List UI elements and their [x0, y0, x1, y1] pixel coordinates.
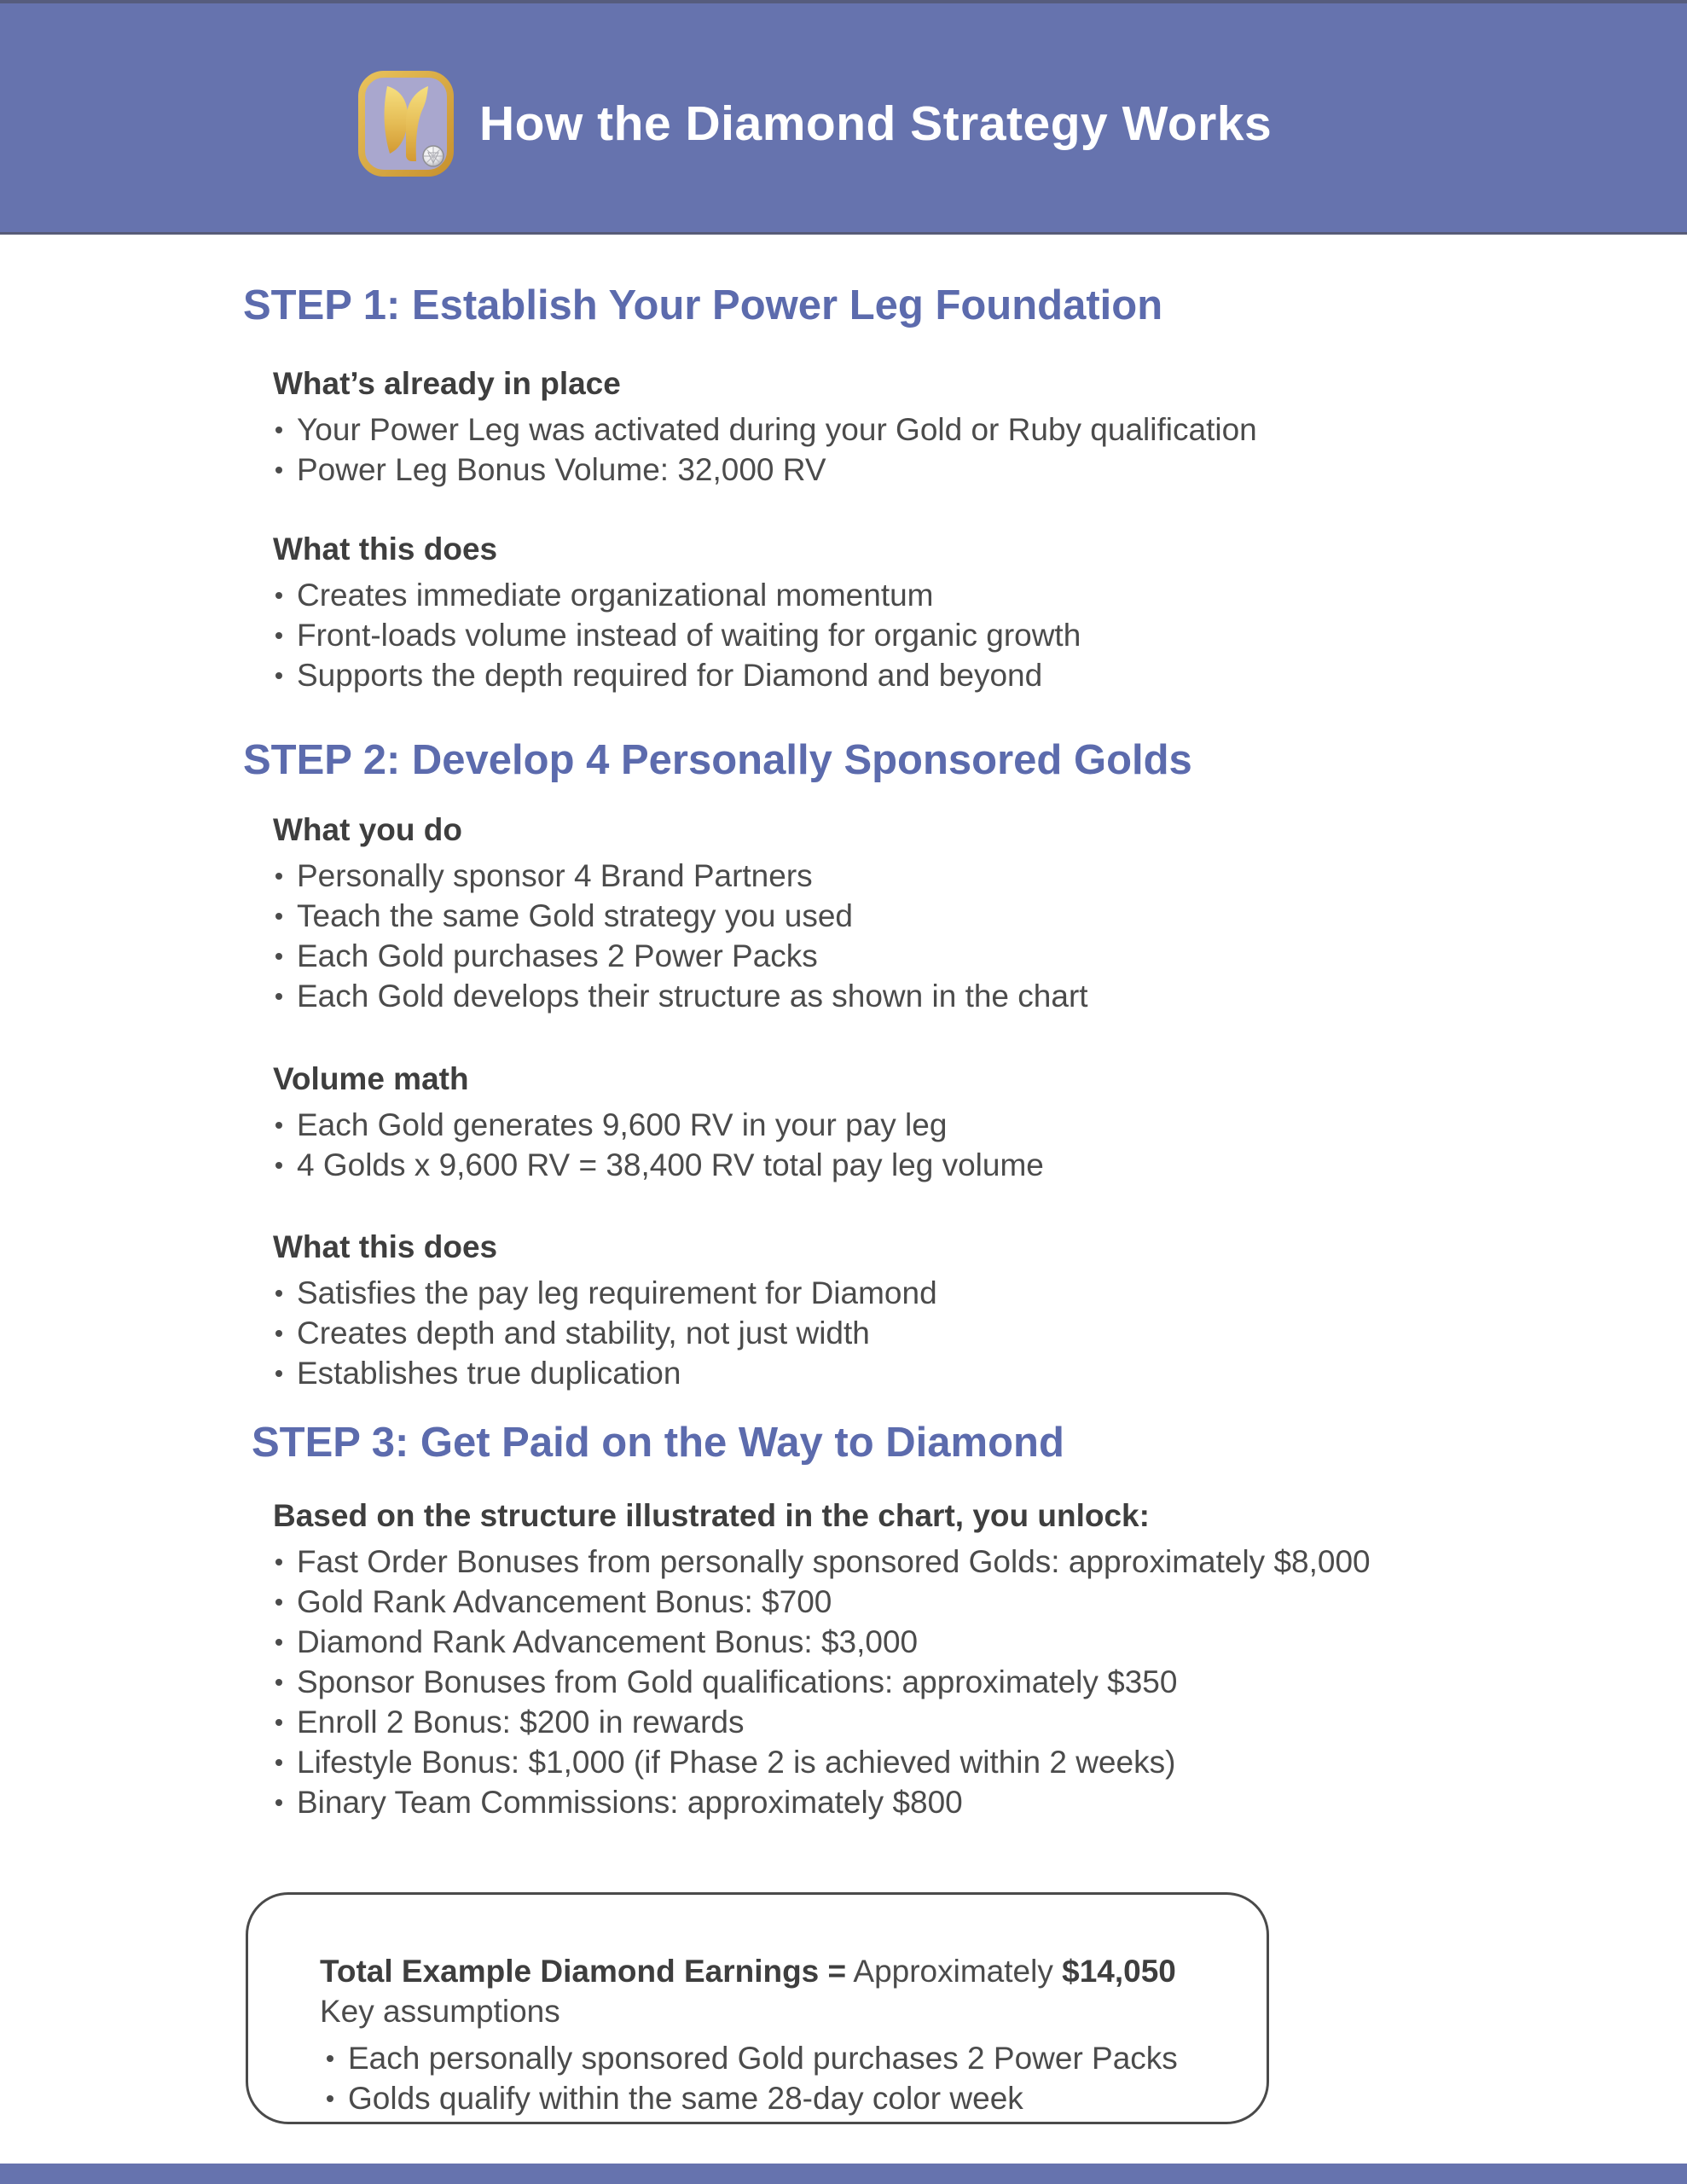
bullet-item: Your Power Leg was activated during your Gold or Ruby qualification [273, 410, 1551, 450]
bullet-item: Power Leg Bonus Volume: 32,000 RV [273, 450, 1551, 490]
total-earnings-amount: $14,050 [1062, 1954, 1176, 1989]
bullet-item: Binary Team Commissions: approximately $800 [273, 1782, 1551, 1822]
bullet-item: Golds qualify within the same 28-day color week [324, 2078, 1267, 2118]
header-banner [0, 0, 1687, 235]
bullet-item: Lifestyle Bonus: $1,000 (if Phase 2 is achieved within 2 weeks) [273, 1742, 1551, 1782]
step-1-section [243, 282, 1551, 695]
document-body [0, 282, 1687, 2124]
step-3-heading: STEP 3: Get Paid on the Way to Diamond [252, 1420, 1064, 1466]
subsection-heading: Volume math [273, 1061, 469, 1096]
bullet-list [273, 575, 1551, 695]
bullet-item: Satisfies the pay leg requirement for Diamond [273, 1273, 1551, 1313]
bullet-item: Personally sponsor 4 Brand Partners [273, 856, 1551, 896]
step-2-section [243, 736, 1551, 1393]
bullet-item: Supports the depth required for Diamond and beyond [273, 655, 1551, 695]
tulip-diamond-logo-icon [358, 71, 454, 177]
subsection-heading: What this does [273, 1229, 498, 1264]
bullet-item: Establishes true duplication [273, 1353, 1551, 1393]
page-title: How the Diamond Strategy Works [479, 96, 1272, 151]
bullet-item: Fast Order Bonuses from personally sponsored Golds: approximately $8,000 [273, 1542, 1551, 1582]
bullet-item: Enroll 2 Bonus: $200 in rewards [273, 1702, 1551, 1742]
bullet-item: Creates depth and stability, not just width [273, 1313, 1551, 1353]
bullet-item: Each personally sponsored Gold purchases 2 Power Packs [324, 2038, 1267, 2078]
bullet-list [324, 2038, 1267, 2118]
bullet-item: Each Gold purchases 2 Power Packs [273, 936, 1551, 976]
footer-bar [0, 2164, 1687, 2184]
subsection-heading: What this does [273, 531, 498, 566]
bullet-list [273, 856, 1551, 1016]
bullet-item: Sponsor Bonuses from Gold qualifications: approximately $350 [273, 1662, 1551, 1702]
step-2-heading: STEP 2: Develop 4 Personally Sponsored Golds [243, 737, 1192, 783]
bullet-item: Creates immediate organizational momentum [273, 575, 1551, 615]
bullet-list [273, 1542, 1551, 1822]
bullet-list [273, 1273, 1551, 1393]
bullet-item: Each Gold develops their structure as shown in the chart [273, 976, 1551, 1016]
subsection-heading: What’s already in place [273, 366, 621, 401]
bullet-item: Front-loads volume instead of waiting for organic growth [273, 615, 1551, 655]
bullet-item: Gold Rank Advancement Bonus: $700 [273, 1582, 1551, 1622]
total-earnings-line [320, 1951, 1267, 1991]
step-3-section [243, 1419, 1551, 1822]
assumptions-heading: Key assumptions [320, 1994, 560, 2029]
bullet-list [273, 410, 1551, 490]
bullet-item: 4 Golds x 9,600 RV = 38,400 RV total pay leg volume [273, 1145, 1551, 1185]
subsection-heading: Based on the structure illustrated in the chart, you unlock: [273, 1498, 1150, 1533]
bullet-item: Each Gold generates 9,600 RV in your pay leg [273, 1105, 1551, 1145]
total-earnings-mid: Approximately [853, 1954, 1053, 1989]
bullet-item: Diamond Rank Advancement Bonus: $3,000 [273, 1622, 1551, 1662]
subsection-heading: What you do [273, 812, 462, 847]
step-1-heading: STEP 1: Establish Your Power Leg Foundation [243, 282, 1163, 328]
bullet-list [273, 1105, 1551, 1185]
bullet-item: Teach the same Gold strategy you used [273, 896, 1551, 936]
summary-box [246, 1892, 1269, 2124]
total-earnings-label: Total Example Diamond Earnings = [320, 1954, 847, 1989]
